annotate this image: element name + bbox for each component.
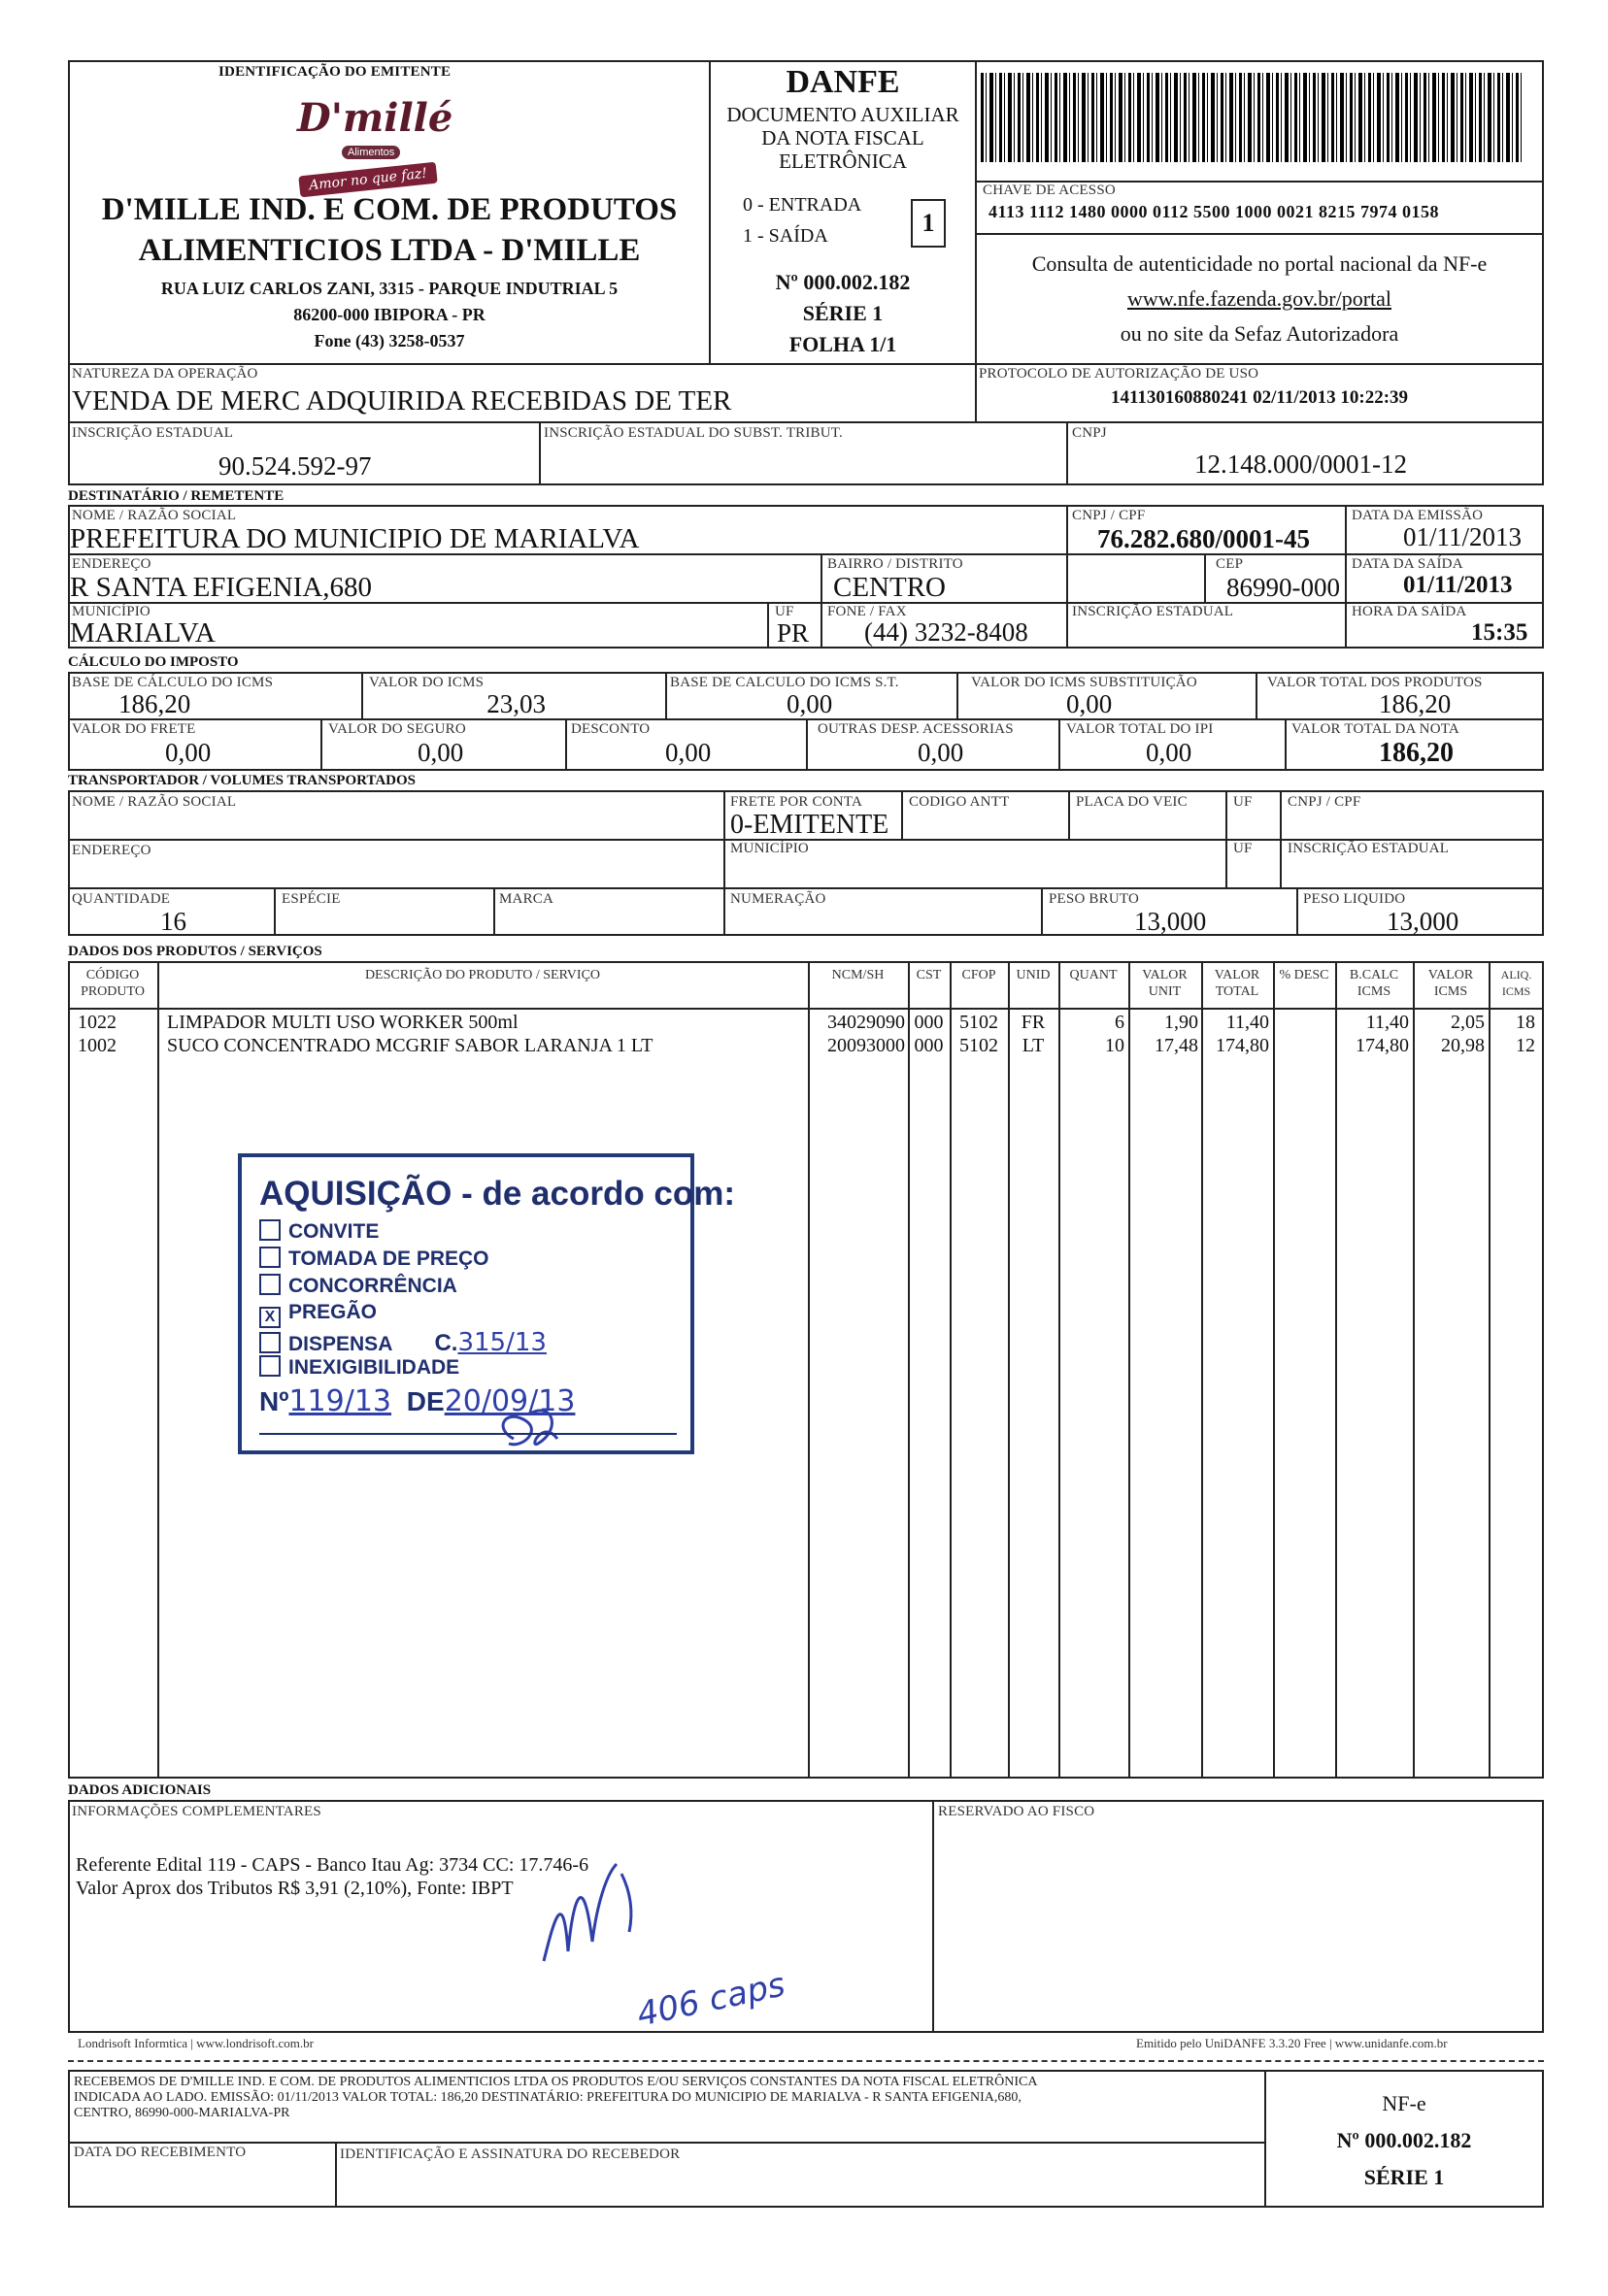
transp-peso-liquido-label: PESO LIQUIDO [1303,891,1406,907]
info-label: INFORMAÇÕES COMPLEMENTARES [72,1804,321,1819]
transp-quantidade-label: QUANTIDADE [72,891,171,907]
canhoto-data-label: DATA DO RECEBIMENTO [74,2145,247,2160]
stamp-option-pregao [259,1301,377,1328]
row1-ncm: 34029090 [827,1012,905,1033]
transp-uf-label: UF [1233,794,1253,810]
col-descricao: DESCRIÇÃO DO PRODUTO / SERVIÇO [364,968,601,982]
company-name-line1: D'MILLE IND. E COM. DE PRODUTOS [101,192,678,227]
stamp-option-concorrencia [259,1274,457,1298]
dest-municipio-label: MUNICÍPIO [72,604,151,619]
divider [1335,961,1337,1779]
stamp-de-label: DE [406,1386,445,1416]
checkbox-icon [259,1274,281,1295]
dest-fone-label: FONE / FAX [827,604,907,619]
info-complementares-box [68,1800,934,2033]
dest-hora-saida-label: HORA DA SAÍDA [1352,604,1467,619]
footer-right: Emitido pelo UniDANFE 3.3.20 Free | www.unidanfe.com.br [1136,2036,1448,2050]
reservado-label: RESERVADO AO FISCO [938,1804,1095,1819]
dest-nome: PREFEITURA DO MUNICIPIO DE MARIALVA [70,523,640,554]
row1-valor-icms: 2,05 [1451,1012,1485,1033]
cnpj-label: CNPJ [1072,425,1107,441]
canhoto-nfe [1264,2085,1544,2196]
transp-peso-bruto: 13,000 [1134,907,1207,936]
ie-label: INSCRIÇÃO ESTADUAL [72,425,234,441]
consulta-line1: Consulta de autenticidade no portal nacional da NF-e [1031,251,1488,276]
dest-ie-label: INSCRIÇÃO ESTADUAL [1072,604,1234,619]
dest-uf: PR [777,618,810,648]
divider [1008,961,1010,1779]
dest-data-saida: 01/11/2013 [1403,572,1513,598]
divider [908,961,910,1779]
dest-data-saida-label: DATA DA SAÍDA [1352,556,1463,572]
stamp-de-value: 20/09/13 [444,1384,576,1418]
transp-placa-label: PLACA DO VEIC [1076,794,1188,810]
divider [1068,790,1070,839]
handwritten-note: 406 caps [633,1965,789,2035]
col-codigo: CÓDIGO PRODUTO [81,968,145,999]
stamp-option-label: CONCORRÊNCIA [288,1275,457,1297]
ipi-label: VALOR TOTAL DO IPI [1066,721,1214,737]
logo-tagline: Amor no que faz! [298,162,438,198]
row2-bcalc: 174,80 [1356,1035,1409,1056]
dest-hora-saida: 15:35 [1471,619,1528,646]
stamp-option-label: INEXIGIBILIDADE [288,1356,460,1379]
stamp-signature-icon [485,1400,582,1458]
divider [1041,887,1043,936]
chave-label: CHAVE DE ACESSO [983,183,1116,198]
col-desc: % DESC [1279,968,1329,982]
outras-label: OUTRAS DESP. ACESSORIAS [818,721,1014,737]
row2-descricao: SUCO CONCENTRADO MCGRIF SABOR LARANJA 1 LT [167,1035,653,1056]
col-quant: QUANT [1069,968,1118,982]
divider [493,887,495,936]
valor-produtos-label: VALOR TOTAL DOS PRODUTOS [1267,675,1483,690]
danfe-folha: FOLHA 1/1 [788,332,897,356]
barcode [981,73,1524,162]
stamp-option-inexigibilidade [259,1355,459,1380]
divider [1128,961,1130,1779]
divider [68,887,1544,889]
checkbox-checked-icon: X [259,1307,281,1328]
checkbox-icon [259,1332,281,1353]
divider [68,2142,1264,2144]
col-bcalc: B.CALC ICMS [1349,968,1399,999]
consulta-line3: ou no site da Sefaz Autorizadora [1120,321,1399,346]
consulta-url[interactable]: www.nfe.fazenda.gov.br/portal [1126,286,1392,311]
col-cst: CST [916,968,942,982]
logo-sub: Alimentos [342,146,400,159]
row1-cfop: 5102 [959,1012,998,1033]
row2-cfop: 5102 [959,1035,998,1056]
dest-cep: 86990-000 [1226,573,1340,602]
transp-peso-bruto-label: PESO BRUTO [1049,891,1139,907]
transp-quantidade: 16 [160,907,186,936]
divider [1489,961,1491,1779]
divider [320,718,322,771]
checkbox-icon [259,1355,281,1377]
divider [1413,961,1415,1779]
divider [539,421,541,485]
valor-icms-label: VALOR DO ICMS [369,675,485,690]
stamp-option-tomada [259,1247,489,1271]
reservado-fisco-box [932,1800,1544,2033]
col-unid: UNID [1016,968,1051,982]
dest-uf-label: UF [775,604,794,619]
row2-cst: 000 [914,1035,944,1056]
ie-value: 90.524.592-97 [218,451,372,481]
info-line1: Referente Edital 119 - CAPS - Banco Itau Ag: 3734 CC: 17.746-6 [76,1854,589,1876]
col-valor-unit: VALOR UNIT [1142,968,1188,999]
dest-endereco: R SANTA EFIGENIA,680 [70,572,373,603]
canhoto-numero: Nº 000.002.182 [1336,2128,1472,2152]
transp-antt-label: CODIGO ANTT [909,794,1010,810]
divider [1296,887,1298,936]
destinatario-section-label: DESTINATÁRIO / REMETENTE [68,488,285,504]
dest-cep-label: CEP [1216,556,1244,572]
divider [68,1008,1544,1010]
canhoto-line1: RECEBEMOS DE D'MILLE IND. E COM. DE PRODUTOS ALIMENTICIOS LTDA OS PRODUTOS E/OU SERVIÇOS CONSTANTES DA NOTA FISCAL ELETRÔNICA [74,2075,1038,2089]
info-line2: Valor Aprox dos Tributos R$ 3,91 (2,10%), Fonte: IBPT [76,1878,514,1899]
stamp-option-dispensa [259,1328,547,1357]
canhoto-text [74,2075,1037,2121]
col-ncm: NCM/SH [831,968,885,982]
row2-valor-icms: 20,98 [1441,1035,1485,1056]
row1-cst: 000 [914,1012,944,1033]
dest-bairro-label: BAIRRO / DISTRITO [827,556,963,572]
valor-produtos: 186,20 [1379,689,1452,718]
outras: 0,00 [918,738,964,767]
logo-text: D'millé [297,95,453,141]
cnpj-value: 12.148.000/0001-12 [1194,449,1407,479]
row1-codigo: 1022 [78,1012,117,1033]
col-aliq: ALIQ. ICMS [1500,968,1532,998]
danfe-tipo: 1 [911,199,946,248]
company-phone: Fone (43) 3258-0537 [314,331,465,350]
transp-municipio-label: MUNICÍPIO [730,841,809,856]
divider [565,718,567,771]
divider [1058,961,1060,1779]
transp-numeracao-label: NUMERAÇÃO [730,891,826,907]
row1-unid: FR [1021,1012,1046,1033]
adicionais-section-label: DADOS ADICIONAIS [68,1782,212,1798]
row2-ncm: 20093000 [827,1035,905,1056]
natureza-value: VENDA DE MERC ADQUIRIDA RECEBIDAS DE TER [72,385,732,416]
row2-aliq: 12 [1516,1035,1535,1056]
table-row [0,1013,1,1014]
divider [950,961,952,1779]
company-name [68,189,711,271]
danfe-title: DANFE [786,64,900,100]
address-line2: 86200-000 IBIPORA - PR [293,305,486,324]
stamp-title: AQUISIÇÃO - de acordo com: [259,1175,736,1213]
danfe-numero [709,267,977,360]
divider [1256,672,1257,718]
valor-nota-label: VALOR TOTAL DA NOTA [1291,721,1459,737]
valor-nota: 186,20 [1379,738,1454,768]
stamp-option-convite [259,1219,379,1244]
canhoto-nfe-label: NF-e [1382,2091,1426,2115]
ie-st-label: INSCRIÇÃO ESTADUAL DO SUBST. TRIBUT. [544,425,843,441]
divider [1058,718,1060,771]
consulta-text [975,247,1544,351]
frete: 0,00 [165,738,212,767]
stamp-c-label: C. [434,1330,458,1356]
aquisicao-stamp [238,1153,736,1454]
divider [1201,961,1203,1779]
transp-endereco-label: ENDEREÇO [72,843,151,858]
divider [1285,718,1287,771]
divider [1066,421,1068,485]
divider [1225,790,1227,887]
protocolo-value: 141130160880241 02/11/2013 10:22:39 [1110,387,1409,408]
col-valor-icms: VALOR ICMS [1427,968,1474,999]
dest-nome-label: NOME / RAZÃO SOCIAL [72,508,237,523]
row1-valor-unit: 1,90 [1164,1012,1198,1033]
produtos-section-label: DADOS DOS PRODUTOS / SERVIÇOS [68,944,322,959]
row1-descricao: LIMPADOR MULTI USO WORKER 500ml [167,1012,519,1033]
transp-nome-label: NOME / RAZÃO SOCIAL [72,794,237,810]
divider [1280,790,1282,887]
danfe-subtitle-line3: ELETRÔNICA [779,150,907,173]
transp-cnpj-label: CNPJ / CPF [1288,794,1361,810]
valor-icms: 23,03 [486,689,546,718]
base-icms-st: 0,00 [787,689,833,718]
stamp-option-label: DISPENSA [288,1333,392,1355]
danfe-entrada: 0 - ENTRADA [743,194,862,216]
transp-peso-liquido: 13,000 [1387,907,1459,936]
dest-endereco-label: ENDEREÇO [72,556,151,572]
checkbox-icon [259,1247,281,1268]
danfe-numero-text: Nº 000.002.182 [775,270,911,294]
canhoto-line2: INDICADA AO LADO. EMISSÃO: 01/11/2013 VALOR TOTAL: 186,20 DESTINATÁRIO: PREFEITURA DO MUNICIPIO DE MARIALVA - R SANTA EFIGENIA,680, [74,2090,1022,2105]
canhoto-line3: CENTRO, 86990-000-MARIALVA-PR [74,2106,290,2120]
stamp-numero-value: 119/13 [288,1384,391,1418]
stamp-option-label: TOMADA DE PREÇO [288,1248,489,1270]
base-icms-label: BASE DE CÁLCULO DO ICMS [72,675,274,690]
dest-fone: (44) 3232-8408 [864,617,1028,647]
company-name-line2: ALIMENTICIOS LTDA - D'MILLE [138,233,641,268]
transp-marca-label: MARCA [499,891,554,907]
protocolo-label: PROTOCOLO DE AUTORIZAÇÃO DE USO [979,366,1259,382]
transportador-section-label: TRANSPORTADOR / VOLUMES TRANSPORTADOS [68,773,417,788]
danfe-saida: 1 - SAÍDA [743,225,828,247]
col-cfop: CFOP [961,968,996,982]
row2-quant: 10 [1105,1035,1124,1056]
divider [808,961,810,1779]
divider [956,672,958,718]
footer-left: Londrisoft Informtica | www.londrisoft.com.br [78,2036,314,2050]
divider [274,887,276,936]
imposto-section-label: CÁLCULO DO IMPOSTO [68,654,239,670]
cut-line [68,2060,1544,2062]
stamp-c-value: 315/13 [457,1328,547,1357]
danfe-subtitle-line1: DOCUMENTO AUXILIAR [726,103,959,126]
divider [901,790,903,839]
dest-cnpj-label: CNPJ / CPF [1072,508,1146,523]
dest-data-emissao: 01/11/2013 [1403,522,1523,551]
divider [157,961,159,1779]
desconto: 0,00 [665,738,712,767]
chave-value: 4113 1112 1480 0000 0112 5500 1000 0021 8215 7974 0158 [988,202,1440,221]
canhoto-serie: SÉRIE 1 [1363,2165,1445,2189]
transp-especie-label: ESPÉCIE [282,891,341,907]
divider [1066,505,1068,649]
address-line1: RUA LUIZ CARLOS ZANI, 3315 - PARQUE INDUTRIAL 5 [160,279,619,298]
divider [723,790,725,936]
frete-label: VALOR DO FRETE [72,721,196,737]
danfe-subtitle [709,103,977,173]
valor-icms-st: 0,00 [1066,689,1113,718]
row2-valor-unit: 17,48 [1155,1035,1198,1056]
divider [335,2142,337,2208]
transp-frete: 0-EMITENTE [730,810,889,840]
row2-valor-total: 174,80 [1216,1035,1269,1056]
dest-bairro: CENTRO [833,572,946,603]
transp-ie-label: INSCRIÇÃO ESTADUAL [1288,841,1450,856]
company-address [68,276,711,354]
canhoto-assinatura-label: IDENTIFICAÇÃO E ASSINATURA DO RECEBEDOR [340,2146,681,2162]
divider [821,553,822,649]
emitente-section-label: IDENTIFICAÇÃO DO EMITENTE [218,64,452,80]
stamp-signature-line [259,1433,677,1435]
row1-aliq: 18 [1516,1012,1535,1033]
checkbox-icon [259,1219,281,1241]
base-icms: 186,20 [118,689,191,718]
danfe-serie: SÉRIE 1 [802,301,884,325]
dest-data-emissao-label: DATA DA EMISSÃO [1352,508,1484,523]
col-valor-total: VALOR TOTAL [1214,968,1260,999]
valor-icms-st-label: VALOR DO ICMS SUBSTITUIÇÃO [971,675,1197,690]
divider [767,602,769,649]
dest-cnpj: 76.282.680/0001-45 [1097,524,1310,553]
stamp-option-label: CONVITE [288,1220,380,1243]
divider [665,672,667,718]
row1-quant: 6 [1115,1012,1124,1033]
base-icms-st-label: BASE DE CALCULO DO ICMS S.T. [670,675,899,690]
desconto-label: DESCONTO [571,721,651,737]
row1-valor-total: 11,40 [1225,1012,1269,1033]
stamp-option-label: PREGÃO [288,1301,378,1323]
danfe-subtitle-line2: DA NOTA FISCAL [761,126,924,150]
transp-uf2-label: UF [1233,841,1253,856]
stamp-numero-label: Nº [259,1386,289,1416]
row2-codigo: 1002 [78,1035,117,1056]
seguro-label: VALOR DO SEGURO [328,721,466,737]
transp-frete-label: FRETE POR CONTA [730,794,862,810]
ipi: 0,00 [1146,738,1192,767]
row1-bcalc: 11,40 [1365,1012,1409,1033]
natureza-label: NATUREZA DA OPERAÇÃO [72,366,258,382]
divider [1345,505,1347,649]
dest-municipio: MARIALVA [70,617,216,649]
seguro: 0,00 [418,738,464,767]
divider [806,718,808,771]
divider [1273,961,1275,1779]
row2-unid: LT [1022,1035,1045,1056]
